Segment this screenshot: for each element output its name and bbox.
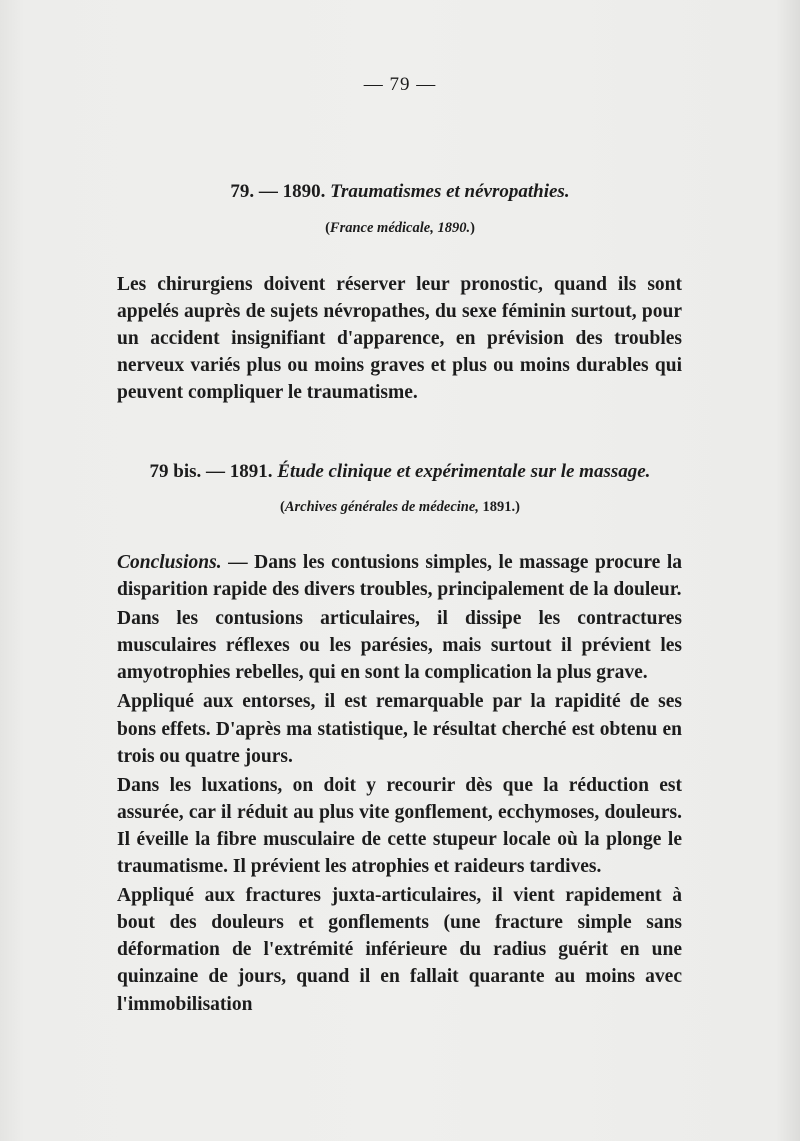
entry-number: 79 bis. [149, 461, 202, 482]
entry-source-text: France médicale, 1890. [329, 220, 471, 236]
entry-number: 79. [230, 181, 255, 202]
paragraph: Dans les luxations, on doit y recourir dès que la réduction est assurée, car il réduit au plus vite gonflement, ecchymoses, douleurs. Il éveille la fibre musculaire de cette stupeur locale où la plonge le traumatisme. Il prévient les atrophies et raideurs tardives. [117, 774, 682, 878]
entry-source-year: 1891. [478, 499, 516, 515]
conclusions-label: Conclusions. [117, 552, 222, 573]
entry-body-79-bis [117, 549, 682, 1018]
paragraph: Appliqué aux entorses, il est remarquable par la rapidité de ses bons effets. D'après ma statistique, le résultat cherché est obtenu en trois ou quatre jours. [117, 691, 682, 767]
paragraph: Dans les contusions articulaires, il dissipe les contractures musculaires réflexes ou les parésies, mais surtout il prévient les amyotrophies rebelles, qui en sont la complication la plus grave. [117, 608, 682, 684]
paragraph: Les chirurgiens doivent réserver leur pronostic, quand ils sont appelés auprès de sujets névropathes, du sexe féminin surtout, pour un accident insignifiant d'apparence, en prévision des troubles nerveux variés plus ou moins graves et plus ou moins durables qui peuvent compliquer le traumatisme. [117, 274, 682, 404]
entry-title: Traumatismes et névropathies. [330, 181, 570, 202]
entry-year: — 1890. [254, 181, 331, 202]
entry-source-79-bis: (Archives générales de médecine, 1891.) [279, 499, 521, 515]
entry-body-79 [117, 271, 682, 406]
paragraph-conclusions [117, 549, 682, 603]
conclusions-text: — Dans les contusions simples, le massage procure la disparition rapide des divers troubles, principalement de la douleur. [117, 552, 682, 601]
entry-year: — 1891. [201, 461, 278, 482]
entry-heading-79 [100, 180, 700, 204]
paragraph: Appliqué aux fractures juxta-articulaires, il vient rapidement à bout des douleurs et gonflements (une fracture simple sans déformation de l'extrémité inférieure du radius guérit en une quinzaine de jours, quand il en fallait quarante au moins avec l'immobilisation [117, 885, 682, 1015]
page-number: — 79 — [363, 74, 437, 95]
entry-source-79: (France médicale, 1890.) [325, 220, 475, 236]
entry-source-journal: Archives générales de médecine, [284, 499, 479, 515]
entry-title: Étude clinique et expérimentale sur le massage. [277, 461, 651, 482]
entry-heading-79-bis [100, 460, 700, 484]
